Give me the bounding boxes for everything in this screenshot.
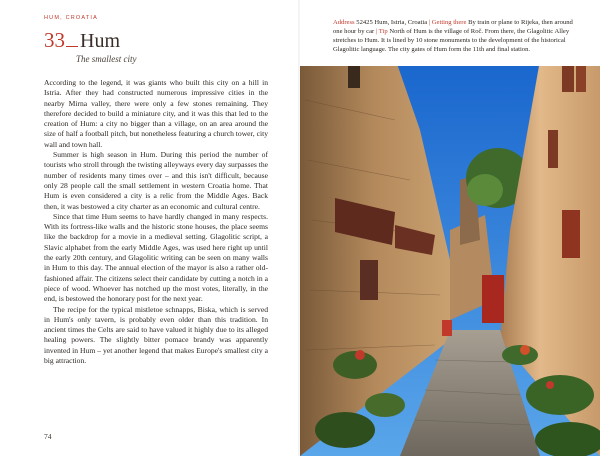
photo-hum-alley (300, 0, 600, 456)
paragraph-1: According to the legend, it was giants who built this city on a hill in Istria. After they had constructed numerous impressive cities in the nearby Mirna valley, there were only a few stones remaining. They therefore decided to build a miniature city, and it was this that led to the creation of Hum: a city no bigger than a village, on an area around the size of half a football pitch, but nonetheless featuring a church tower, city wall and town hall. (44, 78, 268, 149)
tip-label: Tip (378, 28, 388, 35)
page-number: 74 (44, 432, 52, 441)
chapter-subtitle: The smallest city (76, 54, 137, 64)
getting-there-label: Getting there (431, 19, 467, 26)
running-head: HUM, CROATIA (44, 15, 99, 21)
chapter-number: 33 (44, 28, 65, 52)
chapter-heading (44, 30, 120, 51)
separator-1: | (428, 19, 431, 26)
chapter-title: Hum (80, 30, 120, 52)
tip-value: North of Hum is the village of Roč. From there, the Glagolitic Alley stretches to Hum. It is lined by 10 stone monuments to the development of the historical Glagolitic language. The city gates of Hum form the 11th and final station. (333, 28, 570, 53)
paragraph-2: Summer is high season in Hum. During this period the number of tourists who stroll through the twisting alleyways every day surpasses the number of residents many times over – and this isn't difficult, because only 28 people call the small settlement in western Croatia home. That Hum is even considered a city is a relic from the Middle Ages. Back then, it was bestowed a city charter as an economic and cultural centre. (44, 150, 268, 211)
address-label: Address (333, 19, 355, 26)
right-page (300, 0, 600, 456)
separator-2: | (375, 28, 378, 35)
paragraph-4: The recipe for the typical mistletoe schnapps, Biska, which is served in Hum's only tavern, is probably even older than this tradition. In ancient times the Celts are said to have valued it highly due to its alleged healing powers. The slightly bitter pomace brandy was apparently invented in Hum – yet another legend that makes Europe's smallest city a big attraction. (44, 304, 268, 366)
getting-there-value: By train or plane to Rijeka, then around one hour by car (333, 19, 573, 35)
page-gutter (298, 0, 302, 456)
article-body (44, 78, 268, 366)
paragraph-3: Since that time Hum seems to have hardly changed in many respects. With its fortress-like walls and the historic stone houses, the place seems like the backdrop for a movie in a medieval setting. Glagolitic script, a Slavic alphabet from the early Middle Ages, was used here right up until the early 20th century, and Glagolitic writing can be seen on many walls in Hum to this day. The annual election of the mayor is also a rather old-fashioned affair. The citizens select their candidate by cutting a notch in a piece of wood. Whoever has notched up the most votes, literally, in the end, is bestowed the honorary post for the next year. (44, 211, 268, 304)
heading-rule (66, 46, 78, 47)
info-box-text (333, 18, 583, 54)
address-value: 52425 Hum, Istria, Croatia (356, 19, 428, 26)
info-box (300, 0, 600, 66)
